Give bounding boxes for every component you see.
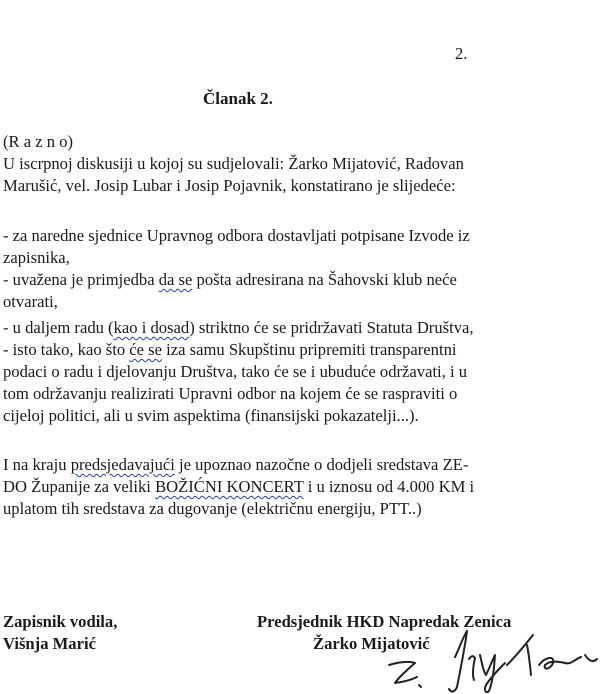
- item-4-line-1: [3, 340, 456, 360]
- section-label: (R a z n o): [3, 132, 74, 151]
- item-2-text-cont: pošta adresirana na Šahovski klub neće: [192, 270, 457, 289]
- closing-text-2-cont: i u iznosu od 4.000 KM i: [303, 477, 475, 496]
- article-title: Članak 2.: [203, 89, 273, 108]
- item-4-line-2: podaci o radu i djelovanju Društva, tako će se i ubuduće održavati, i u: [3, 362, 468, 381]
- item-2-line-2: otvarati,: [3, 292, 58, 311]
- item-2-line-1: [3, 270, 457, 290]
- closing-line-1: [3, 455, 468, 475]
- item-1-line-1: - za naredne sjednice Upravnog odbora dostavljati potpisane Izvode iz: [3, 226, 470, 245]
- closing-text-2: DO Županije za veliki: [3, 477, 156, 496]
- right-signature-role: Predsjednik HKD Napredak Zenica: [257, 612, 512, 631]
- right-signature-name: Žarko Mijatović: [313, 634, 430, 653]
- item-2-underlined: da se: [158, 270, 193, 289]
- page-number: 2.: [455, 44, 468, 63]
- item-1-line-2: zapisnika,: [3, 248, 70, 267]
- item-4-line-3: tom održavanju realizirati Upravni odbor na kojem će se raspraviti o: [3, 384, 458, 403]
- item-3-text-cont: ) striktno će se pridržavati Statuta Društva,: [189, 318, 474, 337]
- item-3-underlined: kao i dosad: [113, 318, 190, 337]
- closing-underlined-1: predsjedavajući: [70, 455, 175, 474]
- closing-line-3: uplatom tih sredstava za dugovanje (električnu energiju, PTT..): [3, 499, 422, 518]
- closing-text: I na kraju: [3, 455, 71, 474]
- item-4-text: - isto tako, kao što: [3, 340, 130, 359]
- handwritten-signature: [385, 625, 600, 694]
- item-4-line-4: cijeloj politici, ali u svim aspektima (finansijski pokazatelji...).: [3, 406, 419, 425]
- item-3-line: [3, 318, 474, 338]
- item-2-text: - uvažena je primjedba: [3, 270, 159, 289]
- left-signature-name: Višnja Marić: [3, 634, 96, 653]
- intro-line-1: U iscrpnoj diskusiji u kojoj su sudjelovali: Žarko Mijatović, Radovan: [3, 154, 464, 173]
- closing-text-cont: je upoznao nazočne o dodjeli sredstava ZE-: [174, 455, 469, 474]
- item-4-underlined: će se: [129, 340, 162, 359]
- intro-line-2: Marušić, vel. Josip Lubar i Josip Pojavnik, konstatirano je slijedeće:: [3, 176, 456, 195]
- item-3-text: - u daljem radu (: [3, 318, 114, 337]
- left-signature-role: Zapisnik vodila,: [3, 612, 118, 631]
- item-4-text-cont: iza samu Skupštinu pripremiti transparentni: [162, 340, 457, 359]
- closing-line-2: [3, 477, 474, 497]
- closing-underlined-2: BOŽIĆNI KONCERT: [155, 477, 304, 496]
